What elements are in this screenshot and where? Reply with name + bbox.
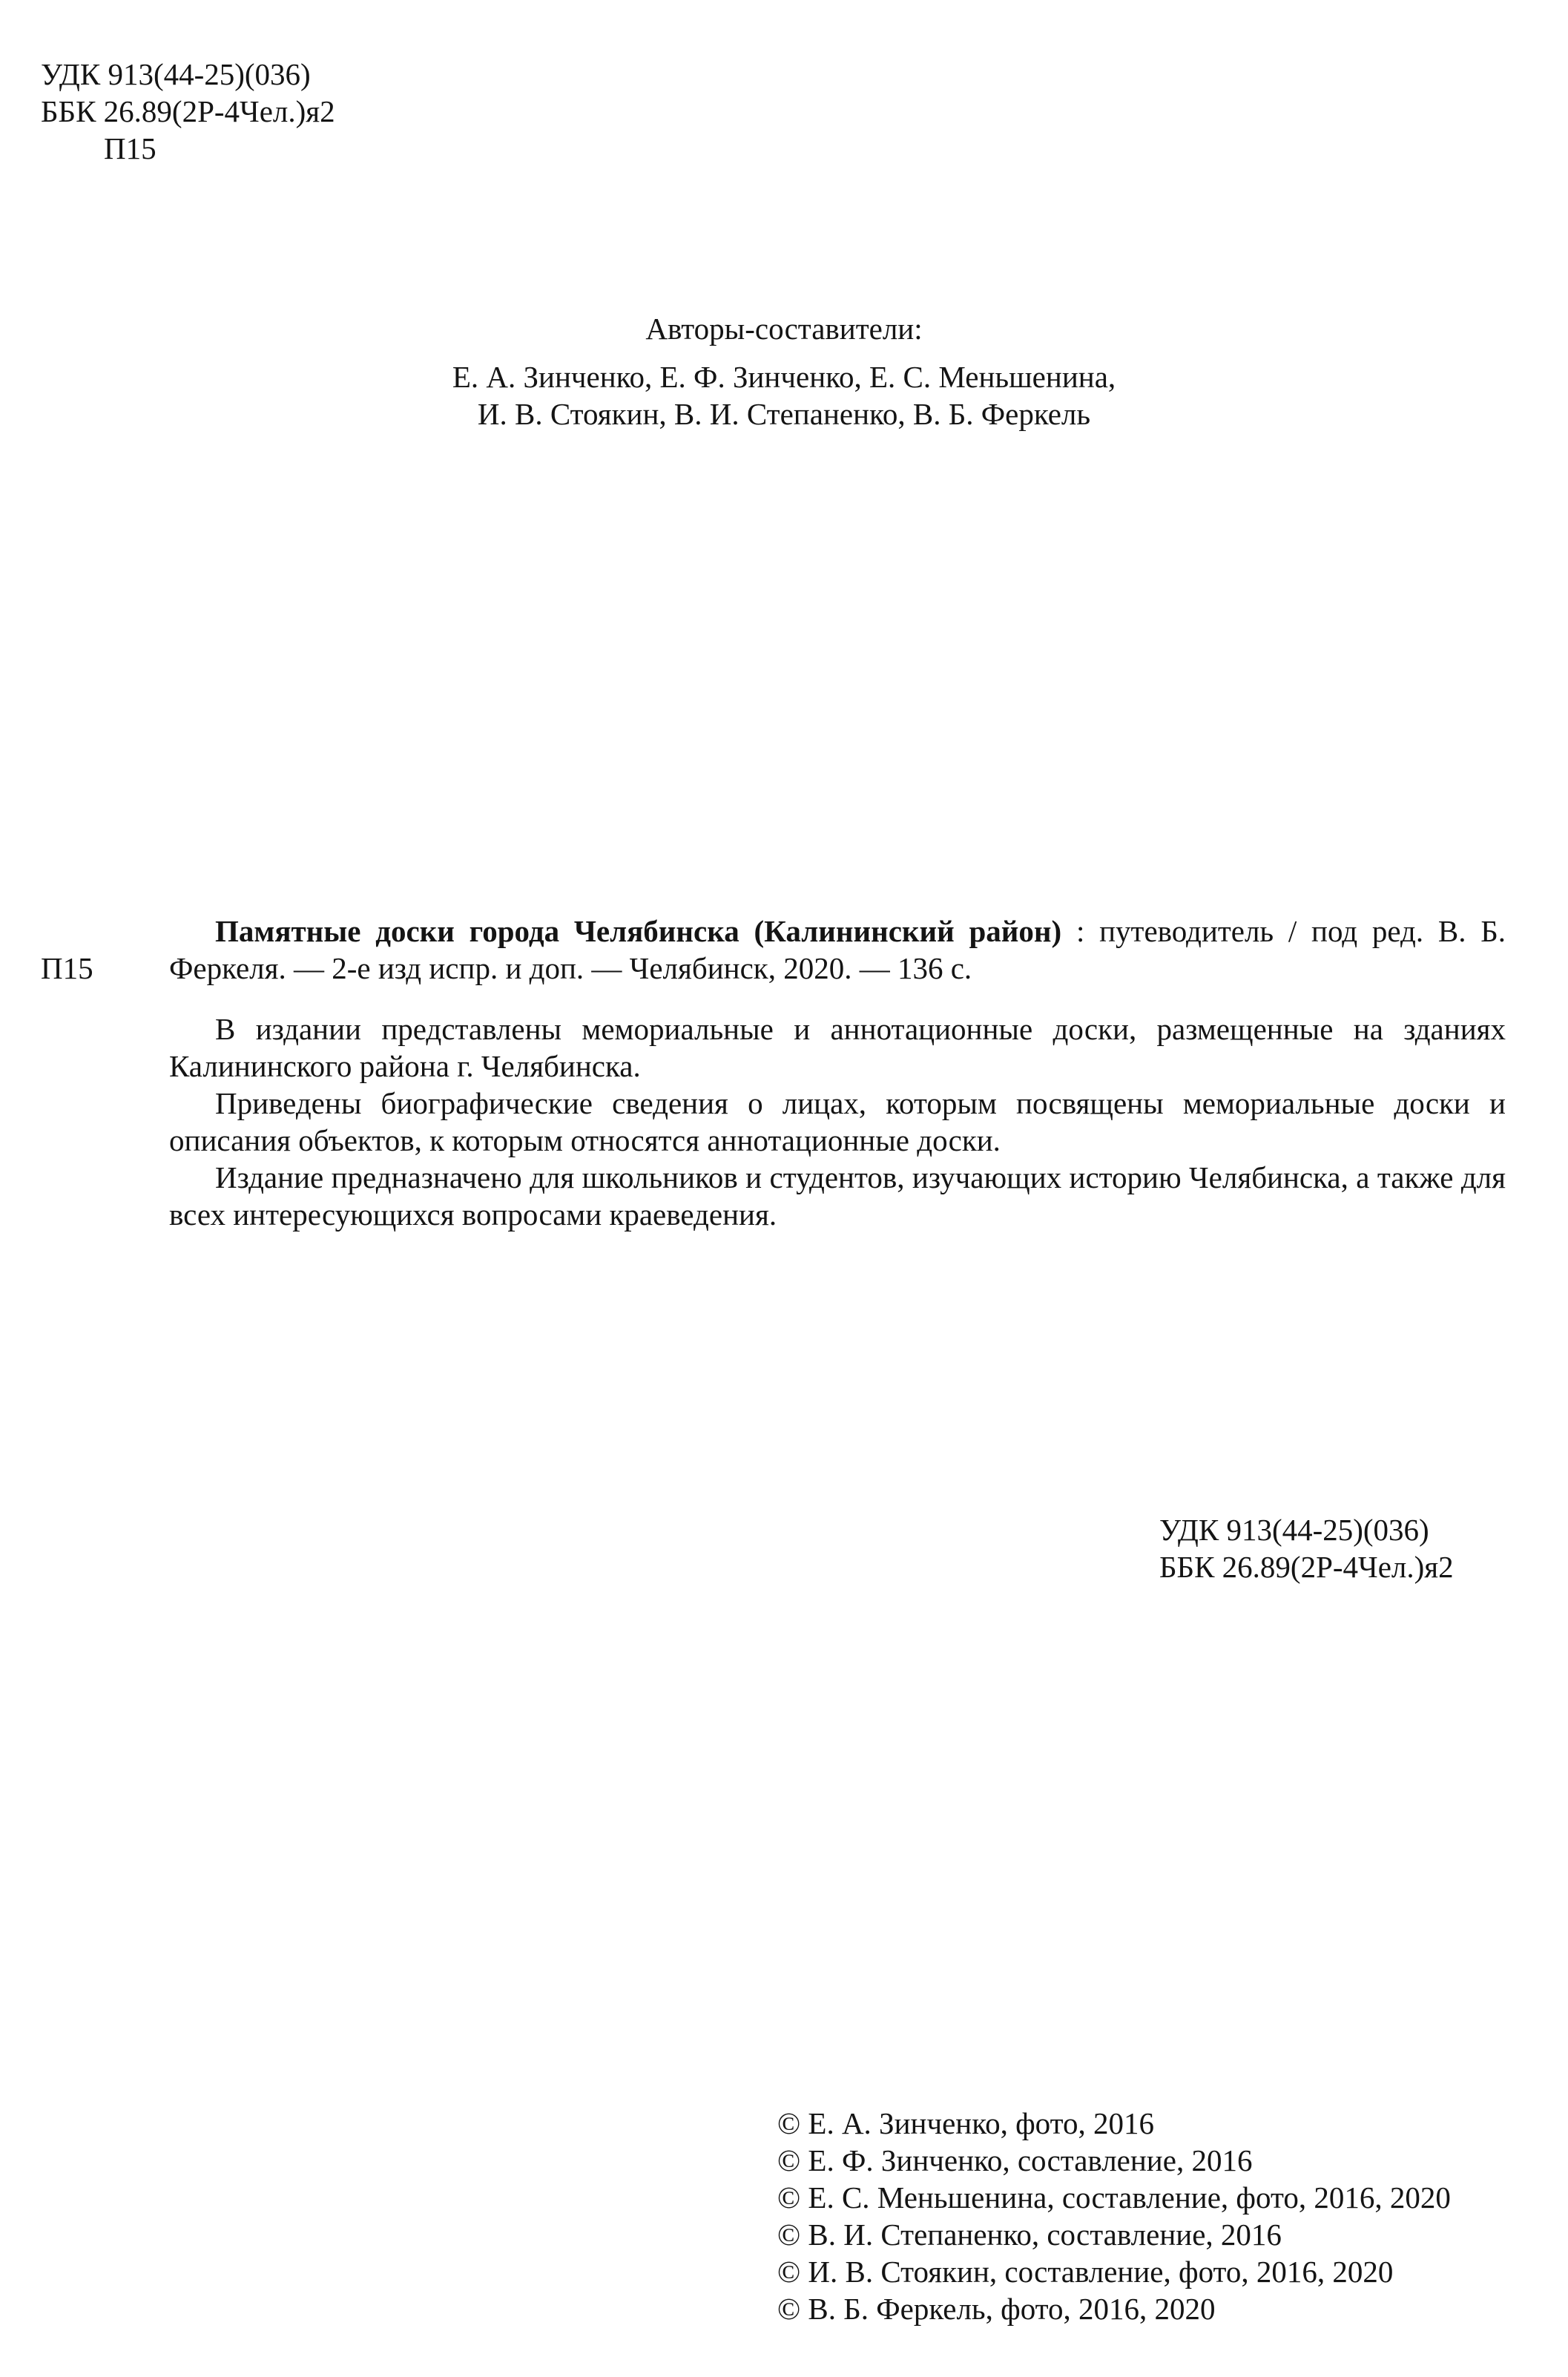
bbk-code-right: ББК 26.89(2Р-4Чел.)я2	[1159, 1550, 1454, 1584]
copyright-line: © В. Б. Феркель, фото, 2016, 2020	[777, 2292, 1216, 2326]
right-codes-block	[1159, 1511, 1454, 1585]
top-codes-block	[41, 56, 335, 167]
author-sign-top: П15	[104, 131, 157, 165]
udc-code-right: УДК 913(44-25)(036)	[1159, 1513, 1429, 1547]
bbk-code-top: ББК 26.89(2Р-4Чел.)я2	[41, 94, 335, 128]
udc-code-top: УДК 913(44-25)(036)	[41, 57, 311, 91]
annotation-paragraph-1: В издании представлены мемориальные и аннотационные доски, размещенные на зданиях Калининского района г. Челябинска.	[169, 1012, 1506, 1083]
authors-line-1: Е. А. Зинченко, Е. Ф. Зинченко, Е. С. Меньшенина,	[452, 360, 1116, 394]
copyright-line: © Е. Ф. Зинченко, составление, 2016	[777, 2143, 1253, 2177]
authors-heading: Авторы-составители:	[645, 312, 923, 346]
catalog-entry-details: : путеводитель / под ред. В. Б. Феркеля. — 2-е изд испр. и доп. — Челябинск, 2020. — 136 с.	[169, 914, 1506, 985]
authors-line-2: И. В. Стоякин, В. И. Степаненко, В. Б. Феркель	[477, 397, 1091, 431]
author-sign-margin: П15	[41, 951, 93, 985]
annotation-paragraph-3: Издание предназначено для школьников и студентов, изучающих историю Челябинска, а также для всех интересующихся вопросами краеведения.	[169, 1160, 1506, 1232]
copyright-line: © И. В. Стоякин, составление, фото, 2016, 2020	[777, 2255, 1394, 2289]
copyright-line: © В. И. Степаненко, составление, 2016	[777, 2217, 1282, 2252]
copyright-line: © Е. С. Меньшенина, составление, фото, 2016, 2020	[777, 2180, 1451, 2215]
copyright-block	[777, 2105, 1451, 2327]
catalog-and-annotation-block	[169, 913, 1506, 1233]
catalog-entry	[169, 913, 1506, 987]
annotation-paragraph-2: Приведены биографические сведения о лицах, которым посвящены мемориальные доски и описания объектов, к которым относятся аннотационные доски.	[169, 1086, 1506, 1157]
copyright-line: © Е. А. Зинченко, фото, 2016	[777, 2106, 1154, 2140]
authors-block	[0, 310, 1568, 433]
catalog-entry-title: Памятные доски города Челябинска (Калининский район)	[215, 914, 1062, 948]
